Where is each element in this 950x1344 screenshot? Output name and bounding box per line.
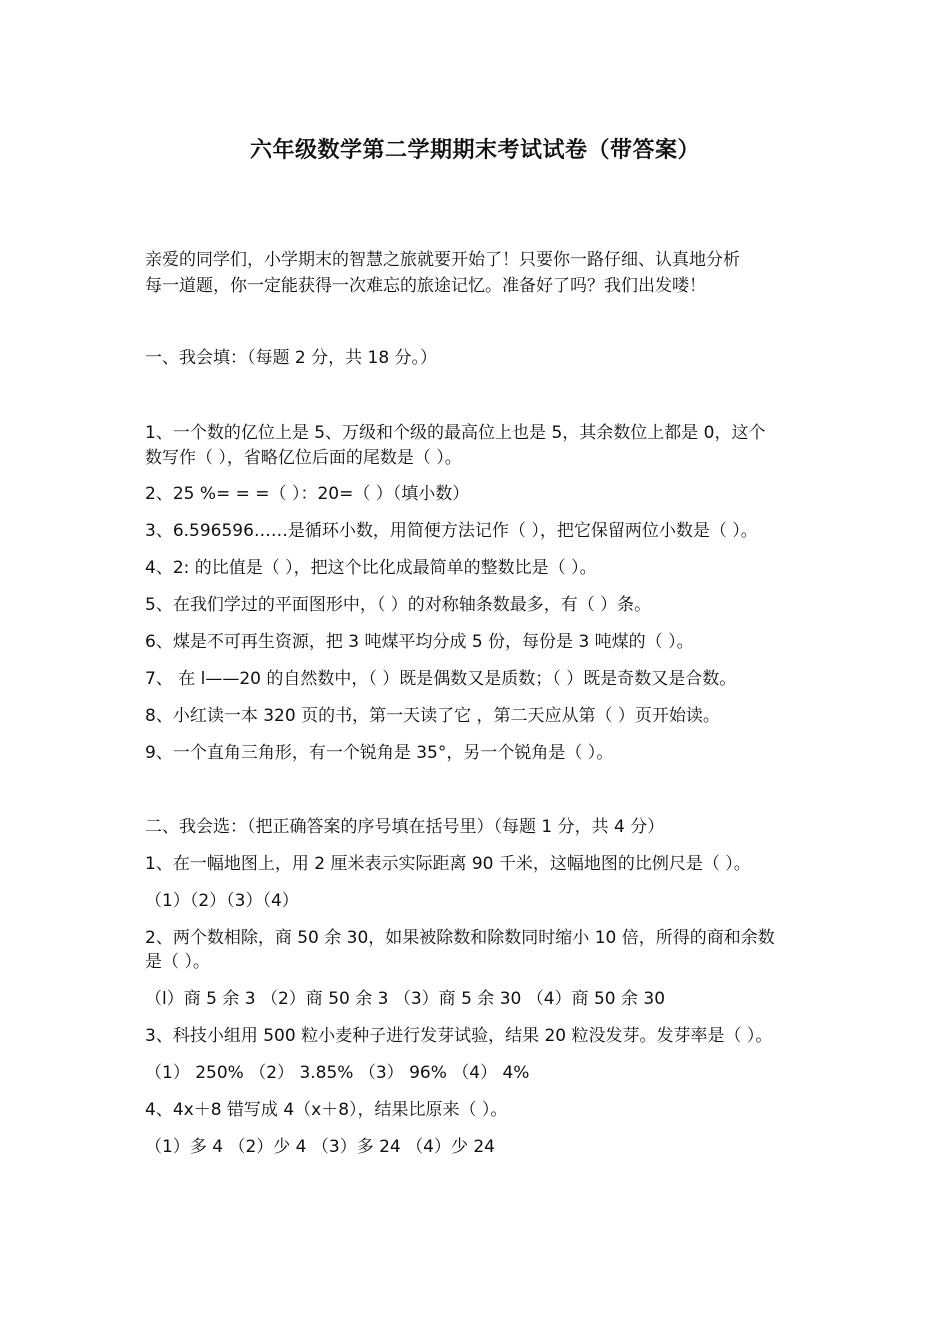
s1-question-9: 9、一个直角三角形，有一个锐角是 35°，另一个锐角是（ ）。: [145, 743, 614, 763]
s2-question-3-options: （1） 250% （2） 3.85% （3） 96% （4） 4%: [145, 1063, 530, 1083]
s2-question-3: 3、科技小组用 500 粒小麦种子进行发芽试验，结果 20 粒没发芽。发芽率是（ ）。: [145, 1026, 773, 1046]
s1-question-8: 8、小红读一本 320 页的书，第一天读了它 ，第二天应从第（ ）页开始读。: [145, 706, 720, 726]
s1-question-1-line-2: 数写作（ ），省略亿位后面的尾数是（ ）。: [145, 448, 462, 468]
s1-question-6: 6、煤是不可再生资源，把 3 吨煤平均分成 5 份，每份是 3 吨煤的（ ）。: [145, 632, 694, 652]
s2-question-4-options: （1）多 4 （2）少 4 （3）多 24 （4）少 24: [145, 1137, 495, 1157]
s1-question-3: 3、6.596596……是循环小数，用简便方法记作（ ），把它保留两位小数是（ ）。: [145, 521, 758, 541]
exam-title: 六年级数学第二学期期末考试试卷（带答案）: [249, 138, 700, 163]
s1-question-5: 5、在我们学过的平面图形中，（ ）的对称轴条数最多，有（ ）条。: [145, 595, 652, 615]
s2-question-1: 1、在一幅地图上，用 2 厘米表示实际距离 90 千米，这幅地图的比例尺是（ ）。: [145, 854, 751, 874]
s1-question-1-line-1: 1、一个数的亿位上是 5、万级和个级的最高位上也是 5，其余数位上都是 0，这个: [145, 423, 766, 443]
s2-question-4: 4、4x＋8 错写成 4（x＋8），结果比原来（ ）。: [145, 1100, 508, 1120]
s1-question-2: 2、25 %= = =（ ）：20=（ ）（填小数）: [145, 484, 470, 504]
s2-question-2-line-1: 2、两个数相除，商 50 余 30，如果被除数和除数同时缩小 10 倍，所得的商和余数: [145, 928, 775, 948]
section2-heading: 二、我会选：（把正确答案的序号填在括号里）（每题 1 分，共 4 分）: [145, 817, 665, 837]
s2-question-2-options: （l）商 5 余 3 （2）商 50 余 3 （3）商 5 余 30 （4）商 50 余 30: [145, 989, 666, 1009]
s1-question-7: 7、 在 l——20 的自然数中，（ ）既是偶数又是质数；（ ）既是奇数又是合数。: [145, 669, 737, 689]
intro-line-1: 亲爱的同学们，小学期末的智慧之旅就要开始了！只要你一路仔细、认真地分析: [145, 250, 740, 270]
intro-line-2: 每一道题，你一定能获得一次难忘的旅途记忆。准备好了吗？我们出发喽！: [145, 276, 706, 296]
s1-question-4: 4、2: 的比值是（ ），把这个比化成最简单的整数比是（ ）。: [145, 558, 597, 578]
section1-heading: 一、我会填：（每题 2 分，共 18 分。）: [145, 348, 438, 368]
s2-question-1-options: （1）（2）（3）（4）: [145, 891, 299, 911]
s2-question-2-line-2: 是（ ）。: [145, 952, 210, 972]
